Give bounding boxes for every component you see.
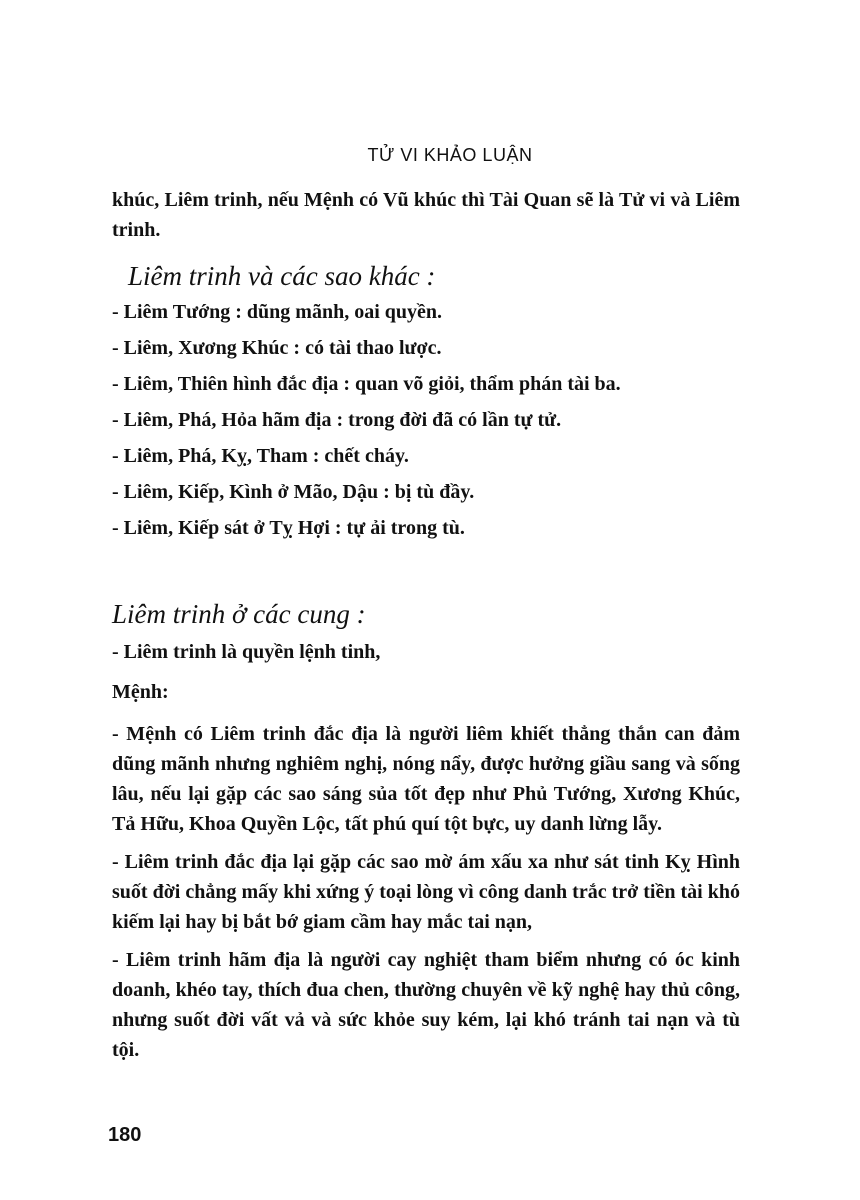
paragraph: - Liêm trinh đắc địa lại gặp các sao mờ ám xấu xa như sát tinh Kỵ Hình suốt đời chẳng mấy khi xứng ý toại lòng vì công danh trắc trở tiền tài khó kiếm lại hay bị bắt bớ giam cầm hay mắc tai nạn,	[112, 851, 740, 933]
section-heading-other-stars: Liêm trinh và các sao khác :	[128, 261, 436, 291]
star-combination-list	[112, 297, 740, 543]
page-content	[112, 185, 740, 1073]
intro-paragraph: khúc, Liêm trinh, nếu Mệnh có Vũ khúc thì Tài Quan sẽ là Tử vi và Liêm trinh.	[112, 189, 740, 241]
list-item: - Liêm, Phá, Hỏa hãm địa : trong đời đã có lần tự tử.	[112, 409, 562, 431]
sub-heading-menh: Mệnh:	[112, 681, 169, 703]
page-number: 180	[108, 1124, 142, 1146]
list-item: - Liêm Tướng : dũng mãnh, oai quyền.	[112, 301, 443, 323]
list-item: - Liêm, Xương Khúc : có tài thao lược.	[112, 337, 442, 359]
paragraph: - Mệnh có Liêm trinh đắc địa là người liêm khiết thẳng thắn can đảm dũng mãnh nhưng nghiêm nghị, nóng nẩy, được hưởng giầu sang và sống lâu, nếu lại gặp các sao sáng sủa tốt đẹp như Phủ Tướng, Xương Khúc, Tả Hữu, Khoa Quyền Lộc, tất phú quí tột bực, uy danh lừng lẫy.	[112, 723, 740, 835]
lead-line: - Liêm trinh là quyền lệnh tinh,	[112, 641, 381, 663]
running-header: TỬ VI KHẢO LUẬN	[367, 145, 533, 165]
section-heading-palaces: Liêm trinh ở các cung :	[112, 599, 366, 629]
list-item: - Liêm, Phá, Kỵ, Tham : chết cháy.	[112, 445, 409, 467]
list-item: - Liêm, Kiếp, Kình ở Mão, Dậu : bị tù đầy.	[112, 481, 475, 503]
list-item: - Liêm, Thiên hình đắc địa : quan võ giỏi, thẩm phán tài ba.	[112, 373, 621, 395]
paragraph: - Liêm trinh hãm địa là người cay nghiệt tham biểm nhưng có óc kinh doanh, khéo tay, thích đua chen, thường chuyên về kỹ nghệ hay thủ công, nhưng suốt đời vất vả và sức khỏe suy kém, lại khó tránh tai nạn và tù tội.	[112, 949, 740, 1061]
list-item: - Liêm, Kiếp sát ở Tỵ Hợi : tự ải trong tù.	[112, 517, 465, 539]
